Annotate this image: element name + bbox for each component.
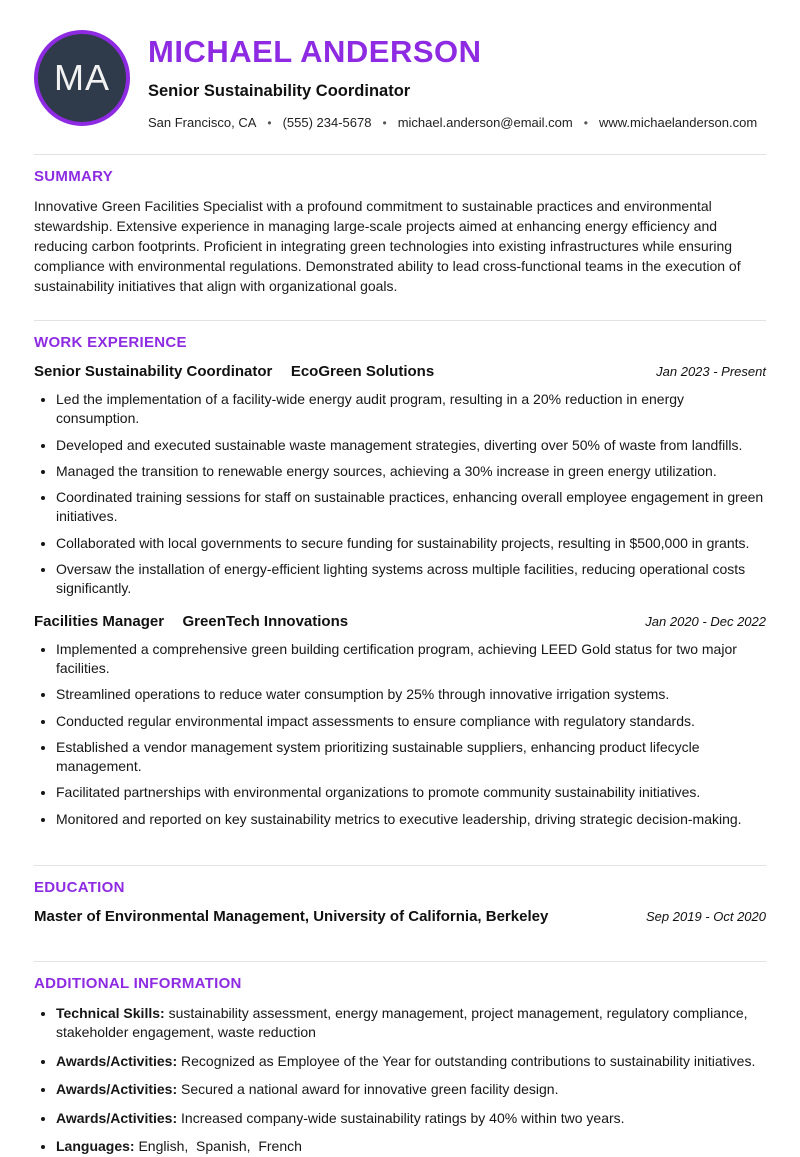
education-dates: Sep 2019 - Oct 2020 [646, 908, 766, 924]
additional-item-text: Recognized as Employee of the Year for outstanding contributions to sustainability initiatives. [181, 1052, 756, 1069]
avatar-initials: MA [54, 57, 110, 98]
job-bullet: • Led the implementation of a facility-wide energy audit program, resulting in a 20% reduction in energy consumption. [56, 390, 766, 428]
summary-text: Innovative Green Facilities Specialist with a profound commitment to sustainable practices and environmental stewardship. Extensive experience in managing large-scale projects aimed at enhancing energy efficiency and reducing carbon footprints. Proficient in integrating green technologies into existing infrastructures while ensuring compliance with environmental regulations. Demonstrated ability to lead cross-functional teams in the execution of sustainability initiatives that align with organizational goals. [34, 198, 741, 294]
job-bullet: • Collaborated with local governments to secure funding for sustainability projects, resulting in $500,000 in grants. [56, 534, 766, 553]
job-bullet: • Facilitated partnerships with environmental organizations to promote community sustainability initiatives. [56, 783, 766, 802]
additional-item [56, 1080, 766, 1100]
additional-item-text: English, Spanish, French [138, 1138, 302, 1155]
additional-information-section [34, 961, 766, 1157]
additional-item-text: Secured a national award for innovative green facility design. [181, 1081, 559, 1098]
job-bullet: • Monitored and reported on key sustainability metrics to executive leadership, driving strategic decision-making. [56, 810, 766, 829]
additional-item-label: Awards/Activities: [56, 1081, 178, 1098]
contact-separator-icon [584, 115, 588, 130]
candidate-title: Senior Sustainability Coordinator [148, 82, 411, 100]
summary-heading: SUMMARY [34, 168, 114, 185]
work-experience-heading: WORK EXPERIENCE [34, 334, 187, 352]
job-bullet: • Oversaw the installation of energy-efficient lighting systems across multiple facilities, reducing operational costs significantly. [56, 560, 766, 598]
contact-phone: (555) 234-5678 [282, 115, 372, 130]
resume-header [34, 28, 766, 130]
job-dates: Jan 2023 - Present [656, 364, 766, 380]
additional-item-text: Increased company-wide sustainability ratings by 40% within two years. [181, 1109, 625, 1126]
job-role: Facilities Manager [34, 612, 165, 630]
contact-email: michael.anderson@email.com [397, 115, 573, 130]
job-title-line [34, 613, 348, 631]
job-header [34, 613, 766, 631]
job-dates: Jan 2020 - Dec 2022 [645, 613, 766, 629]
job-role: Senior Sustainability Coordinator [34, 363, 273, 381]
contact-website: www.michaelanderson.com [598, 115, 758, 130]
job-bullet: • Managed the transition to renewable energy sources, achieving a 30% increase in green energy utilization. [56, 462, 766, 481]
job-bullet-list [34, 390, 766, 598]
additional-item [56, 1004, 766, 1043]
additional-list [34, 1004, 766, 1157]
job-bullet: • Streamlined operations to reduce water consumption by 25% through innovative irrigation systems. [56, 685, 766, 704]
candidate-name: MICHAEL ANDERSON [148, 34, 482, 69]
education-section [34, 865, 766, 925]
additional-information-heading: ADDITIONAL INFORMATION [34, 974, 242, 992]
education-entry [34, 908, 766, 925]
additional-item [56, 1137, 766, 1157]
additional-item [56, 1052, 766, 1072]
job-title-line [34, 363, 434, 381]
job-company: EcoGreen Solutions [290, 363, 435, 381]
contact-separator-icon [382, 115, 386, 130]
job-bullet: • Conducted regular environmental impact assessments to ensure compliance with regulatory standards. [56, 712, 766, 731]
header-text [148, 28, 766, 130]
job-company: GreenTech Innovations [182, 612, 349, 630]
contact-row [148, 115, 766, 130]
job-bullet: • Established a vendor management system prioritizing sustainable suppliers, enhancing product lifecycle management. [56, 738, 766, 776]
avatar [34, 30, 130, 126]
summary-section [34, 154, 766, 296]
work-experience-section [34, 320, 766, 828]
job-bullet: • Implemented a comprehensive green building certification program, achieving LEED Gold status for two major facilities. [56, 640, 766, 678]
contact-separator-icon [267, 115, 271, 130]
additional-item-label: Awards/Activities: [56, 1052, 178, 1069]
job-entry [34, 363, 766, 598]
job-bullet: • Developed and executed sustainable waste management strategies, diverting over 50% of waste from landfills. [56, 436, 766, 455]
job-entry [34, 613, 766, 829]
degree: Master of Environmental Management, University of California, Berkeley [34, 907, 549, 925]
additional-item [56, 1109, 766, 1129]
additional-item-label: Awards/Activities: [56, 1109, 178, 1126]
job-bullet: • Coordinated training sessions for staff on sustainable practices, enhancing overall employee engagement in green initiatives. [56, 488, 766, 526]
contact-location: San Francisco, CA [148, 115, 257, 130]
job-bullet-list [34, 640, 766, 829]
additional-item-label: Languages: [56, 1138, 135, 1155]
education-heading: EDUCATION [34, 878, 125, 896]
additional-item-text: sustainability assessment, energy management, project management, regulatory compliance, stakeholder engagement, waste reduction [56, 1004, 748, 1041]
additional-item-label: Technical Skills: [56, 1004, 165, 1021]
job-header [34, 363, 766, 381]
